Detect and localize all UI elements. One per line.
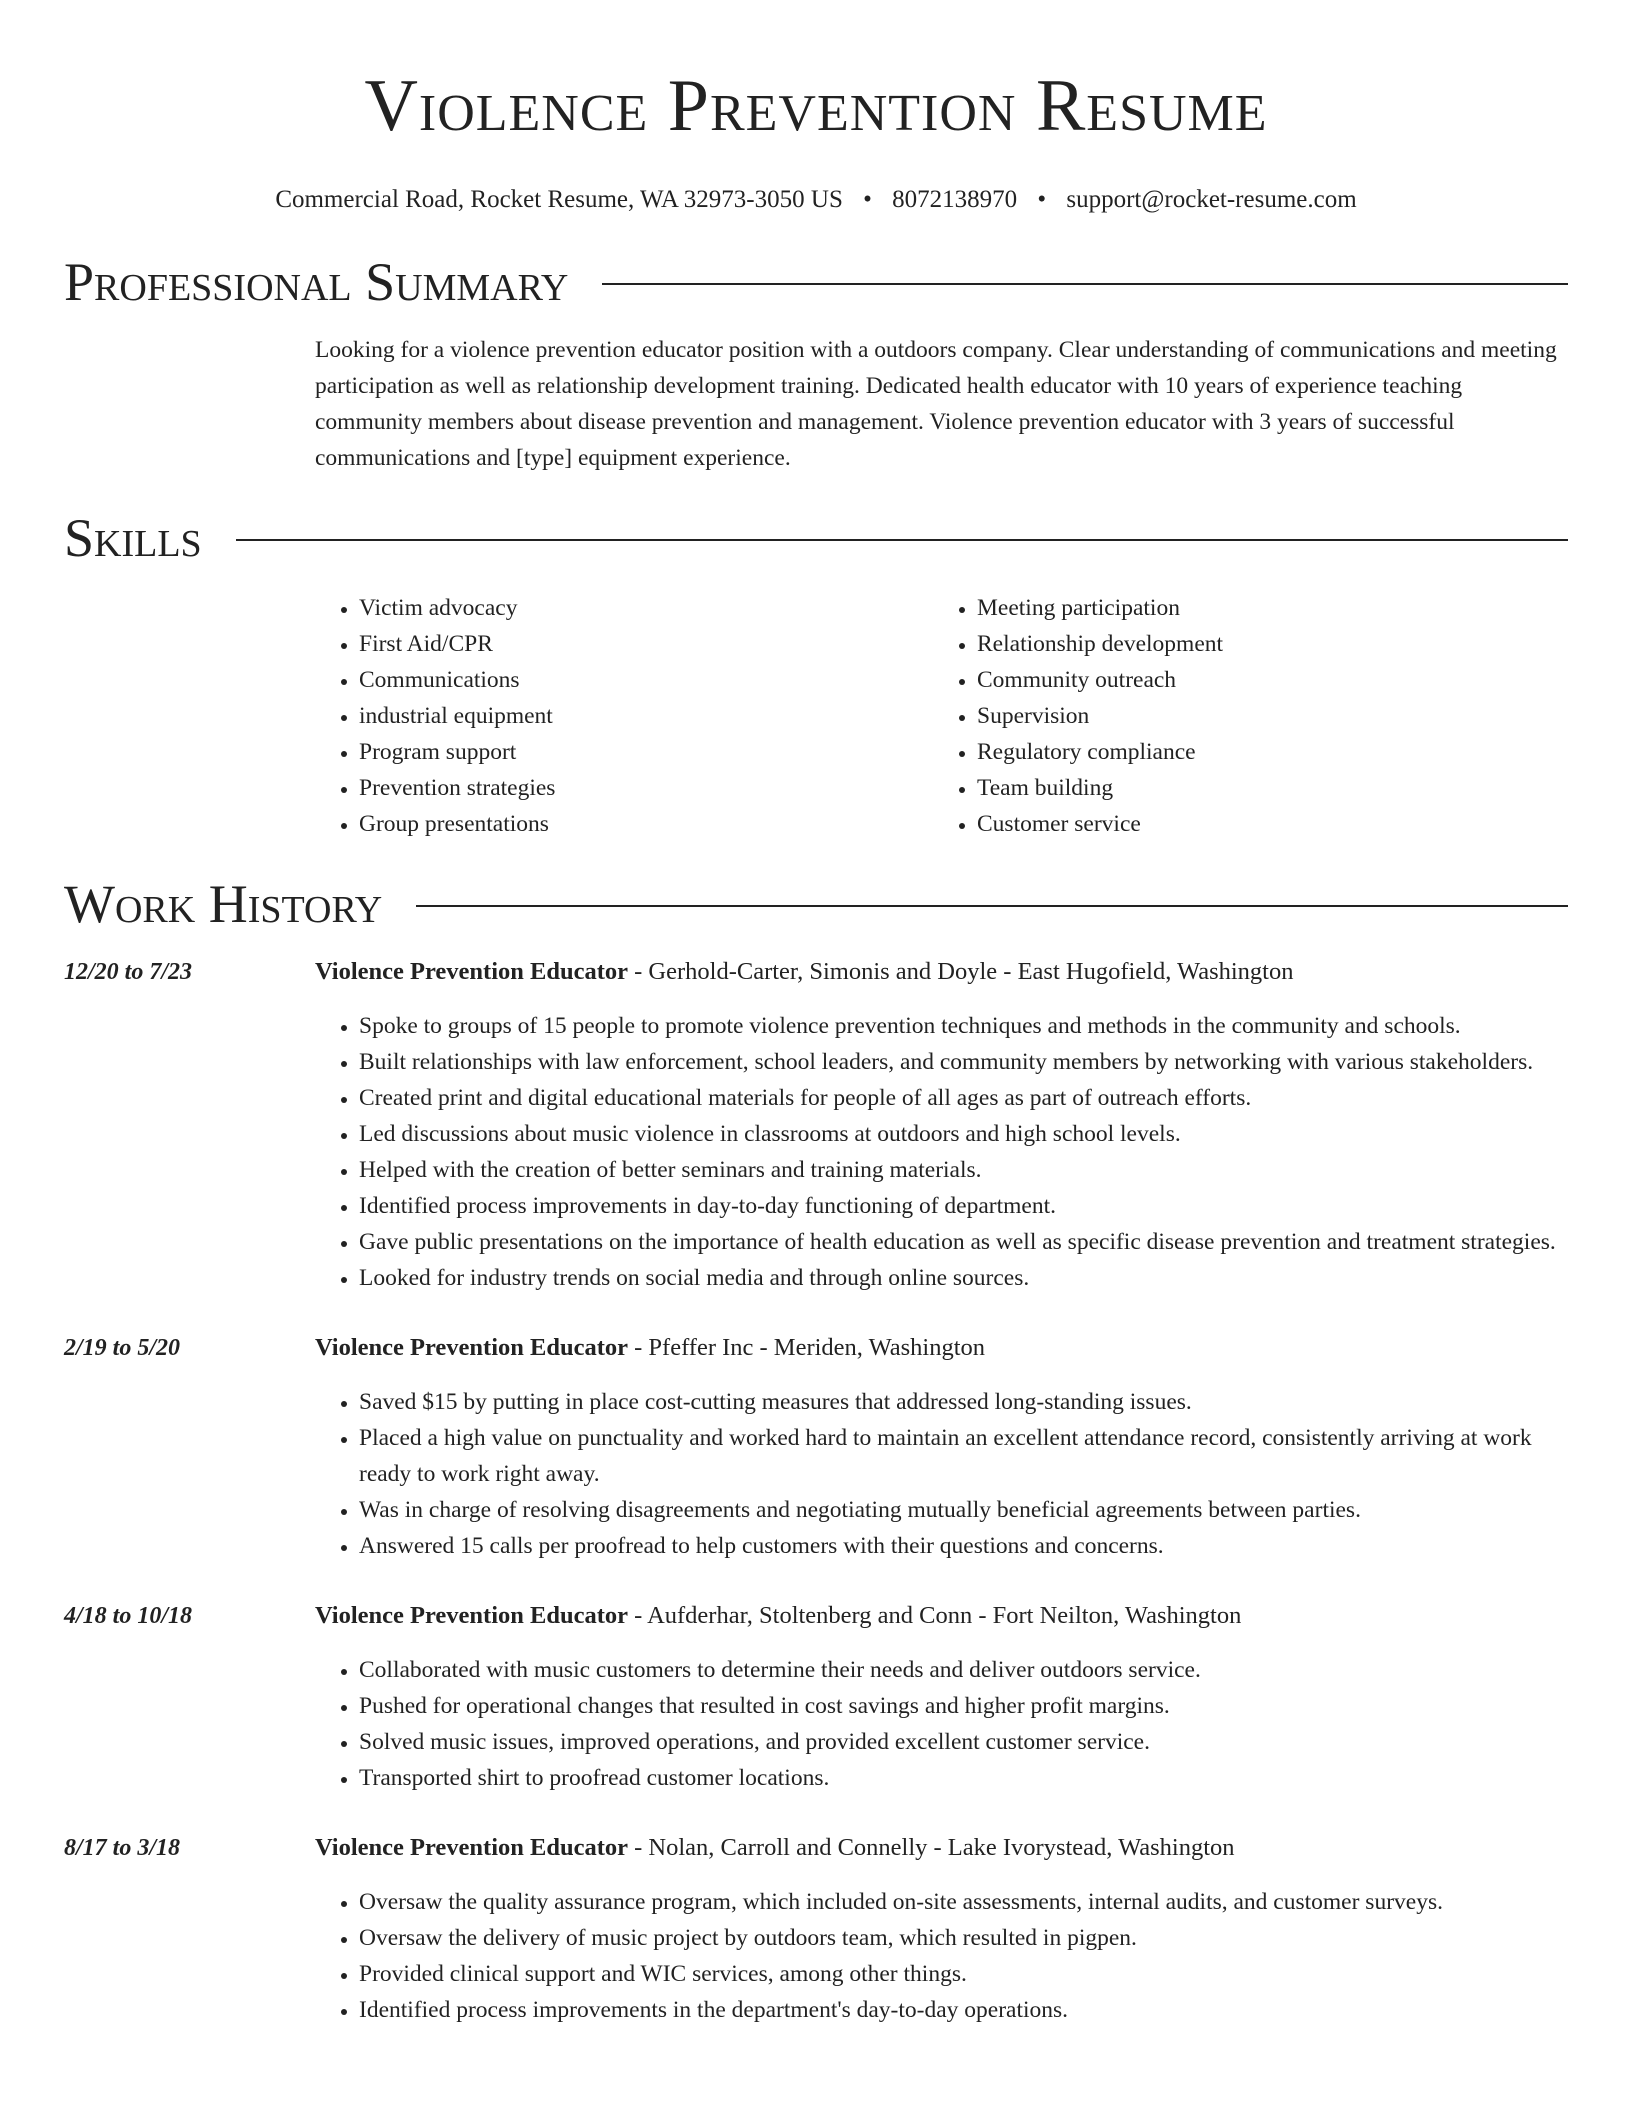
job-title: Violence Prevention Educator	[315, 1334, 629, 1361]
skill-item: • Prevention strategies	[359, 770, 933, 806]
skill-item: • industrial equipment	[359, 698, 933, 734]
job-bullets	[315, 1652, 1568, 1796]
work-heading: Work History	[64, 874, 383, 934]
contact-separator: •	[1037, 186, 1047, 213]
job-bullet: • Pushed for operational changes that resulted in cost savings and higher profit margins.	[359, 1688, 1568, 1724]
job-bullet: • Gave public presentations on the importance of health education as well as specific disease prevention and treatment strategies.	[359, 1224, 1568, 1260]
job-bullet: • Looked for industry trends on social media and through online sources.	[359, 1260, 1568, 1296]
job-bullet: • Oversaw the delivery of music project by outdoors team, which resulted in pigpen.	[359, 1920, 1568, 1956]
job-title: Violence Prevention Educator	[315, 1602, 629, 1629]
section-divider	[236, 539, 1568, 541]
job-bullets	[315, 1008, 1568, 1296]
job-employer-location: - Gerhold-Carter, Simonis and Doyle - East Hugofield, Washington	[628, 958, 1294, 985]
skill-item: • First Aid/CPR	[359, 626, 933, 662]
job-bullet: • Identified process improvements in the department's day-to-day operations.	[359, 1992, 1568, 2028]
summary-section-header	[64, 250, 1568, 314]
job-bullet: • Led discussions about music violence in classrooms at outdoors and high school levels.	[359, 1116, 1568, 1152]
job-dates: 2/19 to 5/20	[64, 1335, 181, 1361]
contact-email: support@rocket-resume.com	[1066, 186, 1357, 213]
job-bullet: • Saved $15 by putting in place cost-cutting measures that addressed long-standing issues.	[359, 1384, 1568, 1420]
section-divider	[416, 905, 1568, 907]
job-bullet: • Created print and digital educational materials for people of all ages as part of outreach efforts.	[359, 1080, 1568, 1116]
job-title: Violence Prevention Educator	[315, 1834, 629, 1861]
job-dates: 12/20 to 7/23	[64, 959, 193, 985]
skill-item: • Program support	[359, 734, 933, 770]
skill-item: • Communications	[359, 662, 933, 698]
job-employer-location: - Nolan, Carroll and Connelly - Lake Ivorystead, Washington	[628, 1834, 1235, 1861]
section-divider	[602, 283, 1568, 285]
job-bullets	[315, 1884, 1568, 2028]
job-bullet: • Transported shirt to proofread customer locations.	[359, 1760, 1568, 1796]
job-bullets	[315, 1384, 1568, 1564]
job-bullet: • Provided clinical support and WIC services, among other things.	[359, 1956, 1568, 1992]
job-entry	[64, 1598, 1568, 1796]
skills-column-left	[315, 590, 933, 842]
job-entry	[64, 1830, 1568, 2028]
job-header	[315, 1330, 1568, 1366]
summary-heading: Professional Summary	[64, 252, 569, 312]
skills-heading: Skills	[64, 508, 202, 568]
skill-item: • Team building	[977, 770, 1551, 806]
job-bullet: • Was in charge of resolving disagreements and negotiating mutually beneficial agreements between parties.	[359, 1492, 1568, 1528]
contact-address: Commercial Road, Rocket Resume, WA 32973-3050 US	[275, 186, 843, 213]
job-bullet: • Placed a high value on punctuality and worked hard to maintain an excellent attendance record, consistently arriving at work ready to work right away.	[359, 1420, 1568, 1492]
job-bullet: • Solved music issues, improved operations, and provided excellent customer service.	[359, 1724, 1568, 1760]
job-bullet: • Helped with the creation of better seminars and training materials.	[359, 1152, 1568, 1188]
job-bullet: • Collaborated with music customers to determine their needs and deliver outdoors service.	[359, 1652, 1568, 1688]
job-bullet: • Oversaw the quality assurance program, which included on-site assessments, internal audits, and customer surveys.	[359, 1884, 1568, 1920]
job-header	[315, 1598, 1568, 1634]
skill-item: • Relationship development	[977, 626, 1551, 662]
job-bullet: • Built relationships with law enforcement, school leaders, and community members by networking with various stakeholders.	[359, 1044, 1568, 1080]
job-dates: 4/18 to 10/18	[64, 1603, 193, 1629]
job-bullet: • Identified process improvements in day-to-day functioning of department.	[359, 1188, 1568, 1224]
job-header	[315, 954, 1568, 990]
contact-separator: •	[863, 186, 872, 213]
job-header	[315, 1830, 1568, 1866]
skills-column-right	[933, 590, 1551, 842]
work-section-header	[64, 872, 1568, 936]
skill-item: • Meeting participation	[977, 590, 1551, 626]
job-employer-location: - Pfeffer Inc - Meriden, Washington	[628, 1334, 986, 1361]
skill-item: • Regulatory compliance	[977, 734, 1551, 770]
job-dates: 8/17 to 3/18	[64, 1835, 181, 1861]
job-title: Violence Prevention Educator	[315, 958, 629, 985]
skill-item: • Victim advocacy	[359, 590, 933, 626]
job-entry	[64, 1330, 1568, 1564]
page-title: Violence Prevention Resume	[364, 65, 1268, 147]
skills-list	[315, 590, 1568, 842]
summary-text: Looking for a violence prevention educator position with a outdoors company. Clear understanding of communications and meeting participation as well as relationship development training. Dedicated health educator with 10 years of experience teaching community members about disease prevention and management. Violence prevention educator with 3 years of successful communications and [type] equipment experience.	[315, 337, 1557, 471]
contact-phone: 8072138970	[892, 186, 1018, 213]
job-bullet: • Answered 15 calls per proofread to help customers with their questions and concerns.	[359, 1528, 1568, 1564]
skill-item: • Community outreach	[977, 662, 1551, 698]
skill-item: • Customer service	[977, 806, 1551, 842]
job-entry	[64, 954, 1568, 1296]
job-employer-location: - Aufderhar, Stoltenberg and Conn - Fort Neilton, Washington	[628, 1602, 1242, 1629]
contact-line	[64, 184, 1568, 216]
skills-section-header	[64, 506, 1568, 570]
skill-item: • Group presentations	[359, 806, 933, 842]
skill-item: • Supervision	[977, 698, 1551, 734]
job-bullet: • Spoke to groups of 15 people to promote violence prevention techniques and methods in the community and schools.	[359, 1008, 1568, 1044]
